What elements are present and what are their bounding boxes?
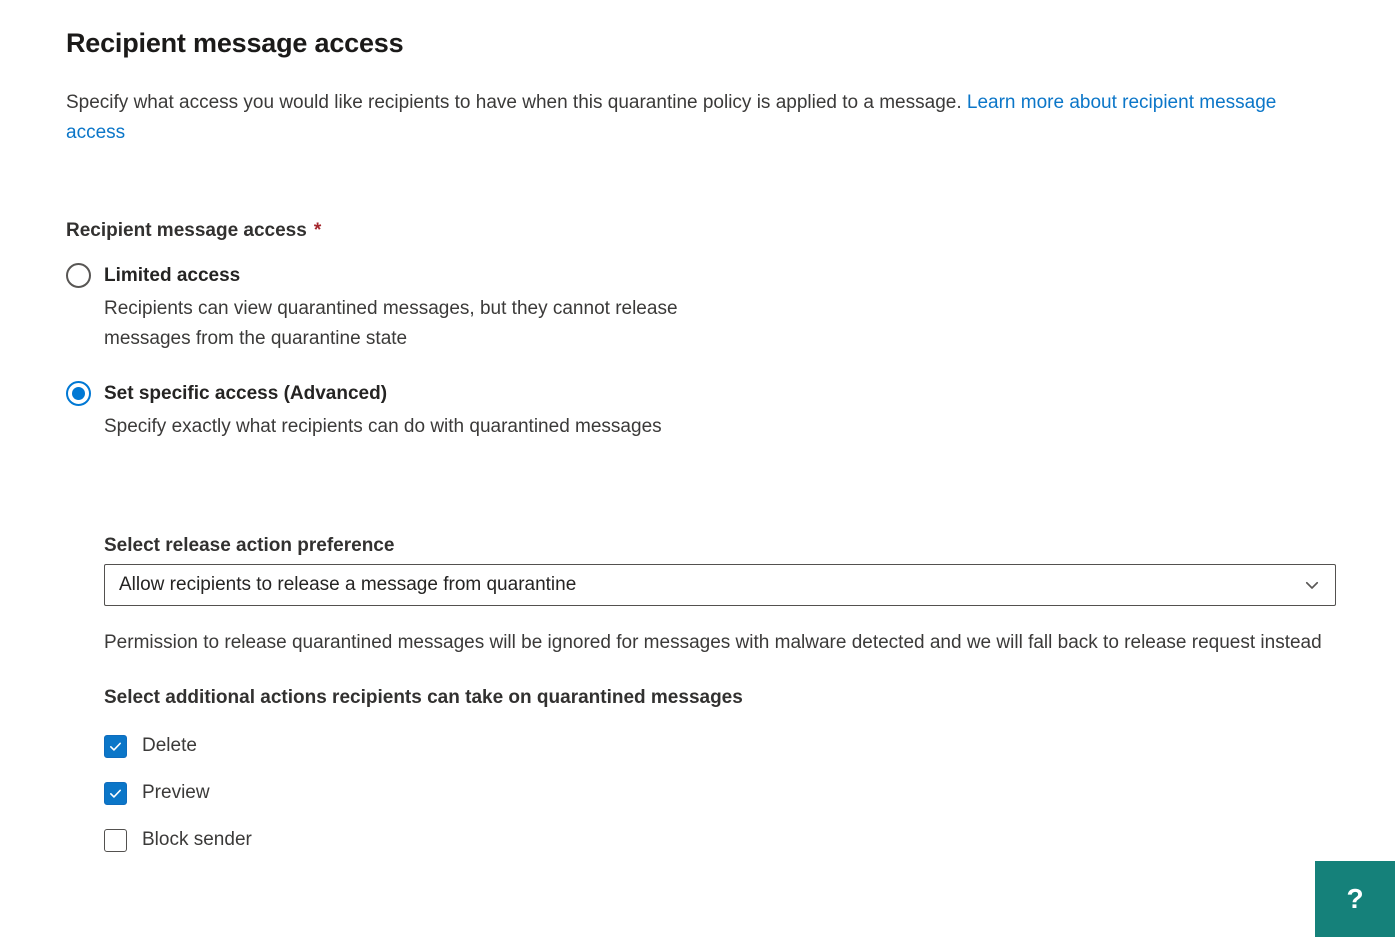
page-title: Recipient message access (66, 28, 404, 58)
release-action-dropdown-value: Allow recipients to release a message from quarantine (119, 574, 577, 595)
checkbox-preview-label[interactable]: Preview (142, 782, 210, 803)
checkbox-delete-label[interactable]: Delete (142, 735, 197, 756)
page-description-text: Specify what access you would like recipients to have when this quarantine policy is applied to a message. (66, 92, 967, 113)
checkbox-row-preview[interactable] (104, 781, 1397, 805)
learn-more-link[interactable]: Learn more about recipient message access (66, 92, 1277, 143)
radio-selected-icon[interactable] (66, 381, 91, 406)
access-field-label (66, 218, 1397, 244)
access-field-label-text: Recipient message access (66, 220, 307, 241)
radio-option-limited-access (66, 262, 1397, 354)
radio-set-specific-access-label[interactable]: Set specific access (Advanced) (104, 383, 388, 404)
radio-set-specific-access-description: Specify exactly what recipients can do with quarantined messages (104, 416, 662, 437)
help-button[interactable] (1315, 861, 1395, 937)
help-button-label: ? (1346, 883, 1364, 914)
radio-set-specific-access[interactable] (66, 380, 1397, 407)
release-action-dropdown[interactable] (104, 564, 1336, 606)
checkbox-row-block-sender[interactable] (104, 828, 1397, 852)
chevron-down-icon[interactable] (1303, 576, 1321, 594)
checkbox-row-delete[interactable] (104, 734, 1397, 758)
required-marker: * (313, 220, 322, 241)
advanced-access-section (104, 533, 1397, 852)
checkbox-checked-icon[interactable] (104, 735, 127, 758)
radio-limited-access[interactable] (66, 262, 1397, 289)
radio-limited-access-description: Recipients can view quarantined messages, but they cannot release messages from the quarantine state (104, 298, 678, 349)
additional-actions-label: Select additional actions recipients can take on quarantined messages (104, 687, 743, 708)
release-action-note: Permission to release quarantined messages will be ignored for messages with malware detected and we will fall back to release request instead (104, 632, 1322, 653)
radio-unselected-icon[interactable] (66, 263, 91, 288)
radio-option-set-specific-access (66, 380, 1397, 442)
checkbox-checked-icon[interactable] (104, 782, 127, 805)
radio-limited-access-label[interactable]: Limited access (104, 265, 241, 286)
release-action-label: Select release action preference (104, 535, 395, 556)
page-description (66, 88, 1338, 148)
checkbox-unchecked-icon[interactable] (104, 829, 127, 852)
checkbox-block-sender-label[interactable]: Block sender (142, 829, 252, 850)
